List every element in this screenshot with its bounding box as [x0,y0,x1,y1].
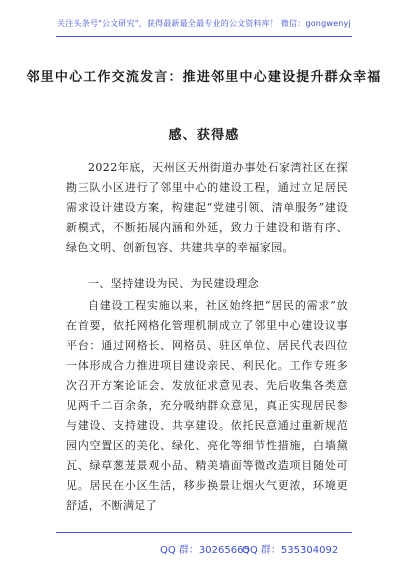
document-title-continued: 感、获得感 [168,128,240,143]
header-banner: 关注头条号"公文研究"，获得最新最全最专业的公文资料库！ 微信：gongwenyj [57,19,351,28]
section-heading: 一、坚持建设为民、为民建设理念 [88,277,259,290]
paragraph-body: 自建设工程实施以来，社区始终把“居民的需求”放在首要，依托网格化管理机制成立了邻里中心建设议事平台：通过网格长、网格员、驻区单位、居民代表四位一体形成合力推进项目建设亲民、利民化。工作专班多次召开方案论证会、发放征求意见表、先后收集各类意见两千二百余条，充分吸纳群众意见，真正实现居民参与建设、支持建设、共享建设。依托民意通过重新规范园内空置区的美化、绿化、亮化等细节性措施，白墙黛瓦、绿草葱茏景观小品、精美墙面等微改造项目随处可见。居民在小区生活，移步换景让烟火气更浓，环境更舒适，不断满足了 [66,299,348,512]
document-title: 邻里中心工作交流发言：推进邻里中心建设提升群众幸福 [26,70,382,85]
qq-group-1: QQ 群：30265665 [160,545,250,556]
qq-group-2: QQ 群：535304092 [242,545,339,556]
paragraph-intro: 2022年底，天州区天州街道办事处石家湾社区在探勘三队小区进行了邻里中心的建设工程，通过立足居民需求设计建设方案，构建起“党建引领、清单服务”建设新模式，不断拓展内涵和外延，致力于建设和谐有序、绿色文明、创新包容、共建共享的幸福家园。 [66,161,348,254]
header-divider [56,36,352,37]
footer-divider [56,532,352,533]
